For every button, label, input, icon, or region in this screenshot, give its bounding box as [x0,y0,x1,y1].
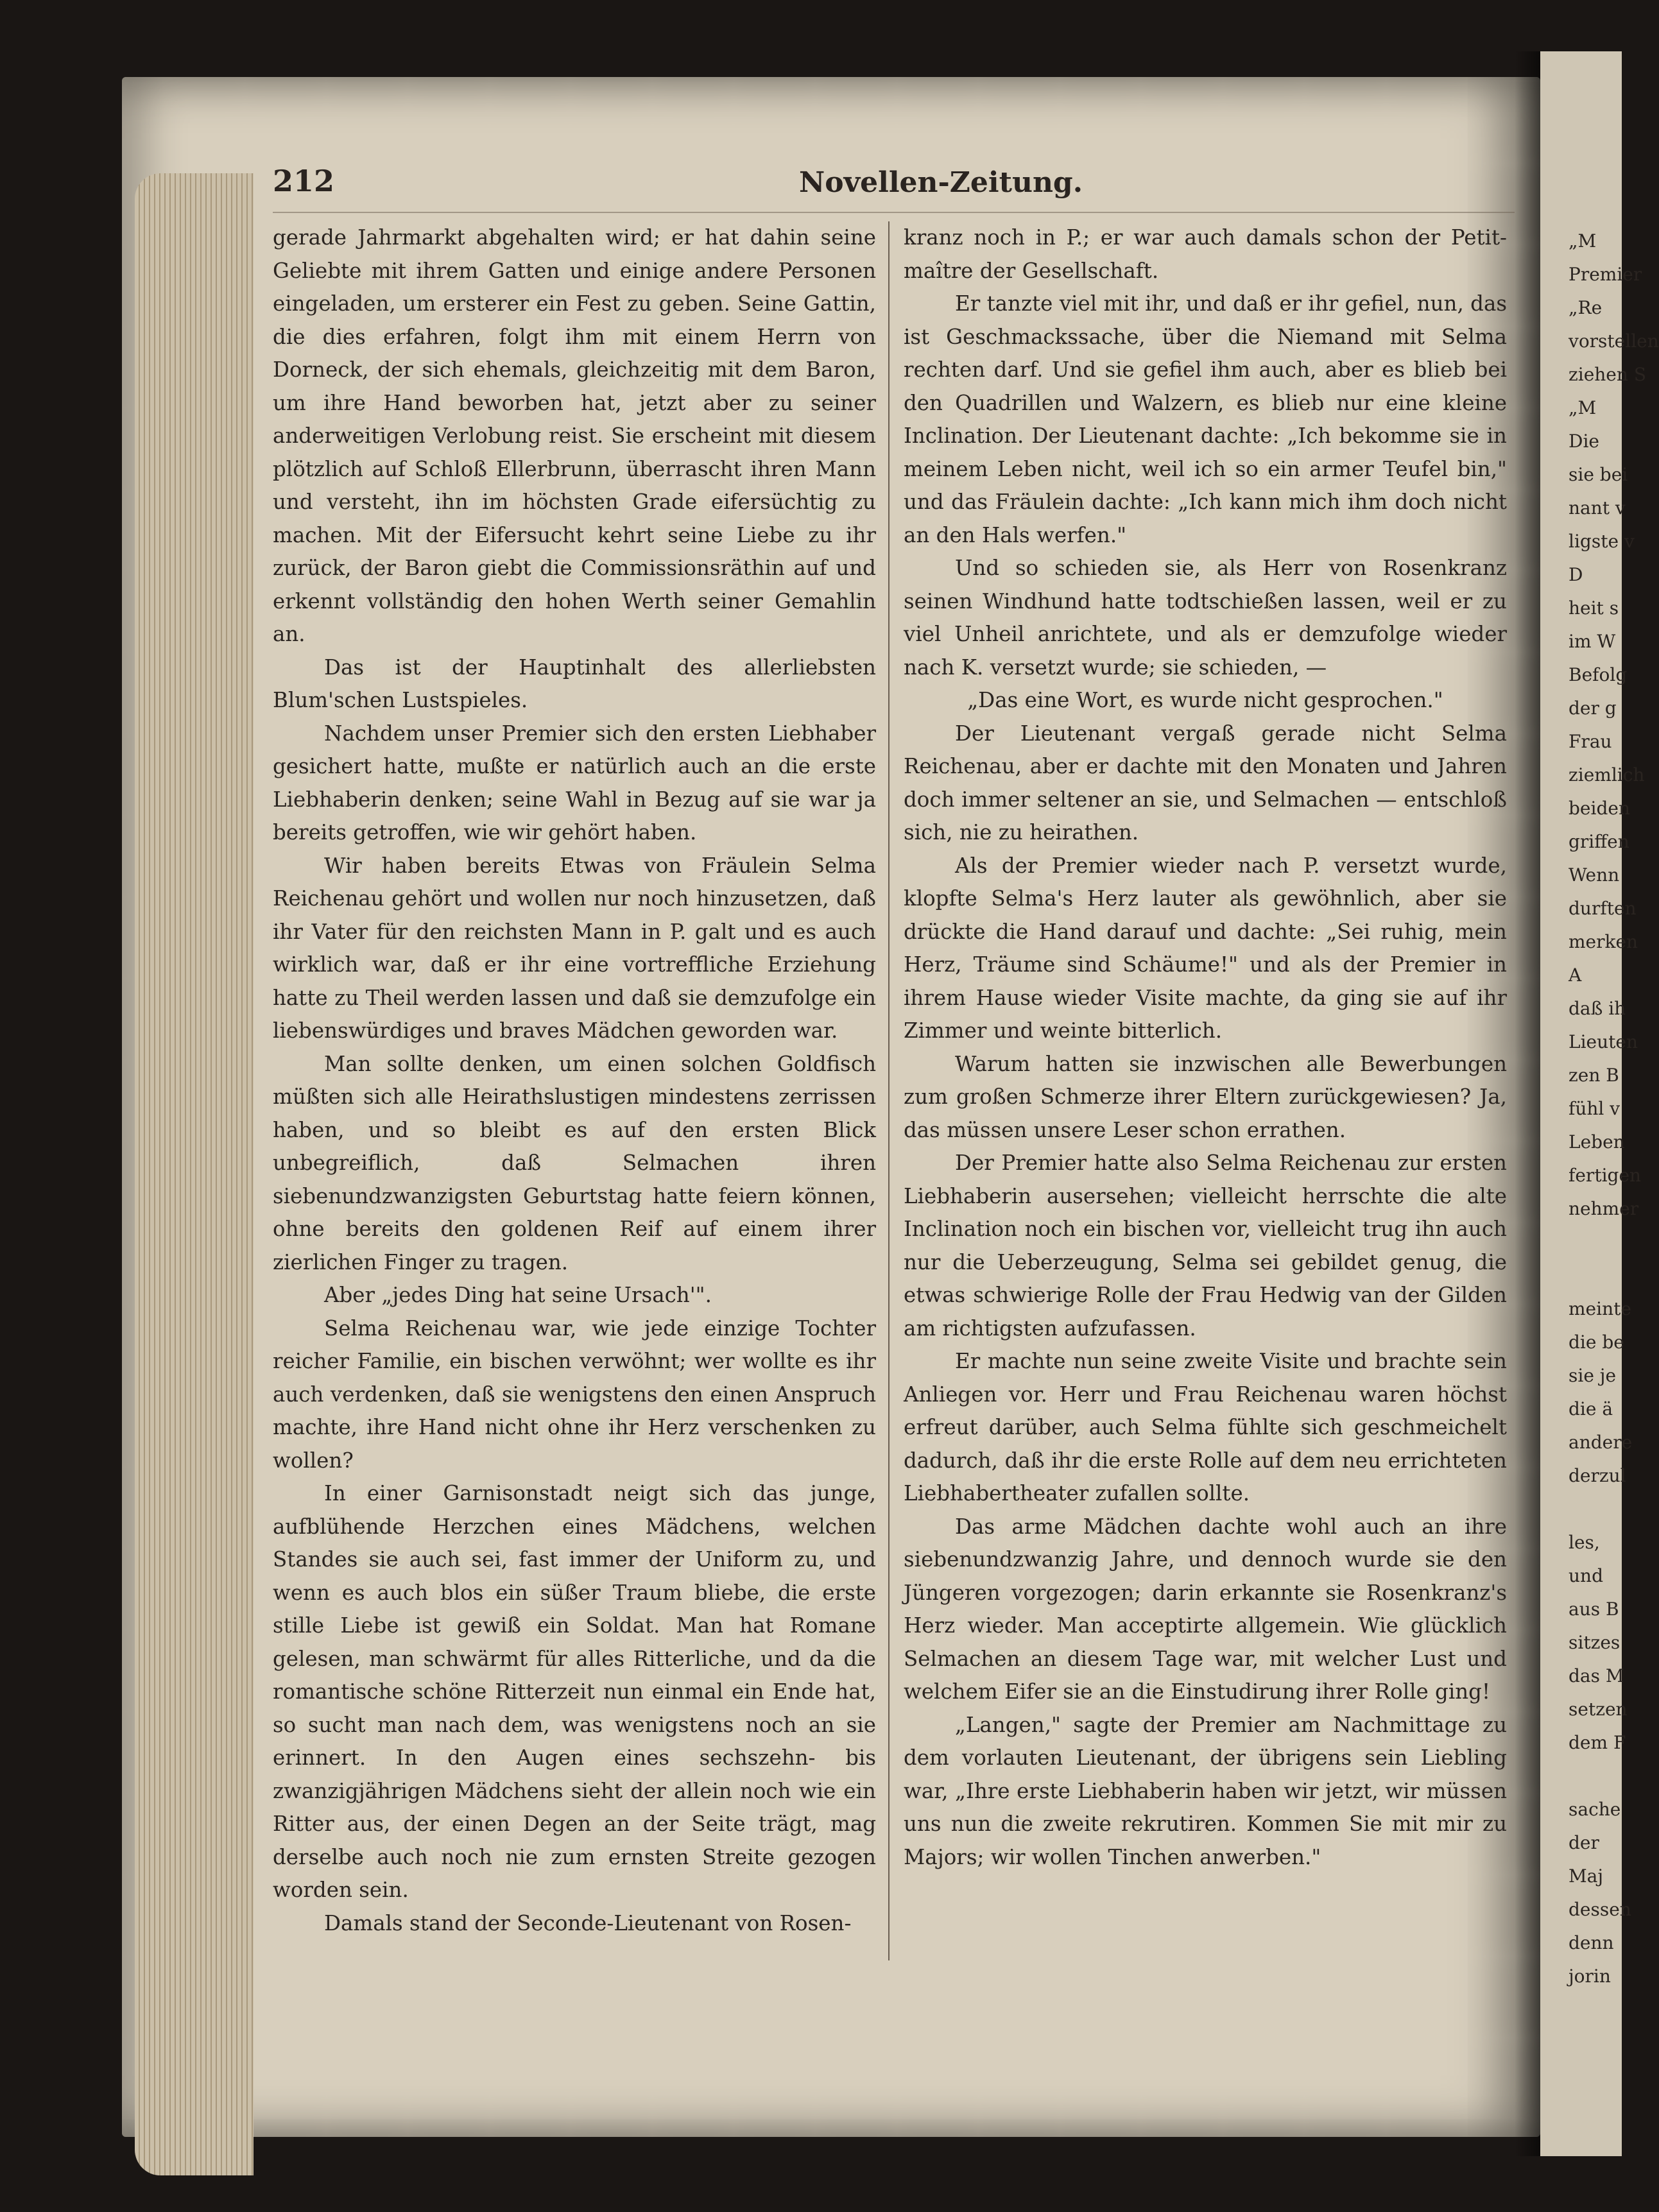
paragraph: kranz noch in P.; er war auch damals schon der Petit-maître der Gesellschaft. [904,225,1507,283]
paragraph: Und so schieden sie, als Herr von Rosenkranz seinen Windhund hatte todtschießen lassen, weil er zu viel Unheil anrichtete, und als er demzufolge wieder nach K. versetzt wurde; sie schieden, — [904,556,1507,680]
paragraph: Das ist der Hauptinhalt des allerliebsten Blum'schen Lustspieles. [273,655,876,712]
paragraph: Wir haben bereits Etwas von Fräulein Selma Reichenau gehört und wollen nur noch hinzusetzen, daß ihr Vater für den reichsten Mann in P. galt und es auch wirklich war, daß er ihr eine vortreffliche Erziehung hatte zu Theil werden lassen und daß sie demzufolge ein liebenswürdiges und braves Mädchen geworden war. [273,853,876,1043]
page-header [273,164,1515,209]
page-number: 212 [273,164,335,198]
paragraph: Aber „jedes Ding hat seine Ursach'". [324,1283,712,1307]
paragraph: gerade Jahrmarkt abgehalten wird; er hat dahin seine Geliebte mit ihrem Gatten und einige andere Personen eingeladen, um ersterer ein Fest zu geben. Seine Gattin, die dies erfahren, folgt ihm mit einem Herrn von Dorneck, der sich ehemals, gleichzeitig mit dem Baron, um ihre Hand beworben hat, jetzt aber zu seiner anderweitigen Verlobung reist. Sie erscheint mit diesem plötzlich auf Schloß Ellerbrunn, überrascht ihren Mann und versteht, ihn im höchsten Grade eifersüchtig zu machen. Mit der Eifersucht kehrt seine Liebe zu ihr zurück, der Baron giebt die Commissionsräthin auf und erkennt vollständig den hohen Werth seiner Gemahlin an. [273,225,876,646]
paragraph: Selma Reichenau war, wie jede einzige Tochter reicher Familie, ein bischen verwöhnt; wer wollte es ihr auch verdenken, daß sie wenigstens den einen Anspruch machte, ihre Hand nicht ohne ihr Herz verschenken zu wollen? [273,1316,876,1473]
paragraph: Damals stand der Seconde-Lieutenant von Rosen- [324,1910,852,1935]
header-rule [273,212,1515,213]
paragraph: „Langen," sagte der Premier am Nachmittage zu dem vorlauten Lieutenant, der übrigens sein Liebling war, „Ihre erste Liebhaberin haben wir jetzt, wir müssen uns nun die zweite rekrutiren. Kommen Sie mit mir zu Majors; wir wollen Tinchen anwerben." [904,1712,1507,1869]
paragraph: Warum hatten sie inzwischen alle Bewerbungen zum großen Schmerze ihrer Eltern zurückgewiesen? Ja, das müssen unsere Leser schon errathen. [904,1051,1507,1142]
paragraph: Der Premier hatte also Selma Reichenau zur ersten Liebhaberin ausersehen; vielleicht herrschte die alte Inclination noch ein bischen vor, vielleicht trug ihn auch nur die Ueberzeugung, Selma sei gebildet genug, die etwas schwierige Rolle der Frau Hedwig van der Gilden am richtigsten aufzufassen. [904,1151,1507,1341]
right-column [904,221,1507,1874]
paragraph: Als der Premier wieder nach P. versetzt wurde, klopfte Selma's Herz lauter als gewöhnlich, aber sie drückte die Hand darauf und dachte: „Sei ruhig, mein Herz, Träume sind Schäume!" und als der Premier in ihrem Hause wieder Visite machte, da ging sie auf ihr Zimmer und weinte bitterlich. [904,853,1507,1043]
column-rule [888,221,890,1960]
paragraph: Das arme Mädchen dachte wohl auch an ihre siebenundzwanzig Jahre, und dennoch wurde sie den Jüngeren vorgezogen; darin erkannte sie Rosenkranz's Herz wieder. Man acceptirte allgemein. Wie glücklich Selmachen an diesem Tage war, mit welcher Lust und welchem Eifer sie an die Einstudirung ihrer Rolle ging! [904,1514,1507,1704]
next-page-edge [1540,51,1659,2156]
paragraph: Er machte nun seine zweite Visite und brachte sein Anliegen vor. Herr und Frau Reichenau waren höchst erfreut darüber, auch Selma fühlte sich geschmeichelt dadurch, daß ihr die erste Rolle auf dem neu errichteten Liebhabertheater zufallen sollte. [904,1349,1507,1505]
paragraph: Man sollte denken, um einen solchen Goldfisch müßten sich alle Heirathslustigen mindestens zerrissen haben, und so bleibt es auf den ersten Blick unbegreiflich, daß Selmachen ihren siebenundzwanzigsten Geburtstag hatte feiern können, ohne bereits den goldenen Reif auf einem ihrer zierlichen Finger zu tragen. [273,1051,876,1274]
page-edges [135,173,254,2175]
next-page-fragments: „M Premier „Re vorstellen ziehen S „M Die sie bei nant v ligste v D heit s im W Befolg der g Frau ziemlich beiden griffen Wenn durften merken A daß ih Lieuten zen B fühl v Leben fertigen nehmer meinte die be sie je die ä andere derzul les, und aus B sitzes das M setzen dem F sache der Maj dessen denn jorin [1569,230,1659,1987]
left-column [273,221,876,1940]
paragraph: Nachdem unser Premier sich den ersten Liebhaber gesichert hatte, mußte er natürlich auch an die erste Liebhaberin denken; seine Wahl in Bezug auf sie war ja bereits getroffen, wie wir gehört haben. [273,721,876,845]
paragraph: In einer Garnisonstadt neigt sich das junge, aufblühende Herzchen eines Mädchens, welchen Standes sie auch sei, fast immer der Uniform zu, und wenn es auch blos ein süßer Traum bliebe, die erste stille Liebe ist gewiß ein Soldat. Man hat Romane gelesen, man schwärmt für alles Ritterliche, und da die romantische schöne Ritterzeit nun einmal ein Ende hat, so sucht man nach dem, was wenigstens noch an sie erinnert. In den Augen eines sechszehn- bis zwanzigjährigen Mädchens sieht der allein noch wie ein Ritter aus, der einen Degen an der Seite trägt, mag derselbe auch noch nie zum ernsten Streite gezogen worden sein. [273,1481,876,1902]
quote-line: „Das eine Wort, es wurde nicht gesprochen." [967,688,1443,712]
paragraph: Der Lieutenant vergaß gerade nicht Selma Reichenau, aber er dachte mit den Monaten und Jahren doch immer seltener an sie, und Selmachen — entschloß sich, nie zu heirathen. [904,721,1507,845]
paragraph: Er tanzte viel mit ihr, und daß er ihr gefiel, nun, das ist Geschmackssache, über die Niemand mit Selma rechten darf. Und sie gefiel ihm auch, aber es blieb bei den Quadrillen und Walzern, es blieb nur eine kleine Inclination. Der Lieutenant dachte: „Ich bekomme sie in meinem Leben nicht, weil ich so ein armer Teufel bin," und das Fräulein dachte: „Ich kann mich ihm doch nicht an den Hals werfen." [904,291,1507,547]
running-title: Novellen-Zeitung. [799,166,1083,199]
